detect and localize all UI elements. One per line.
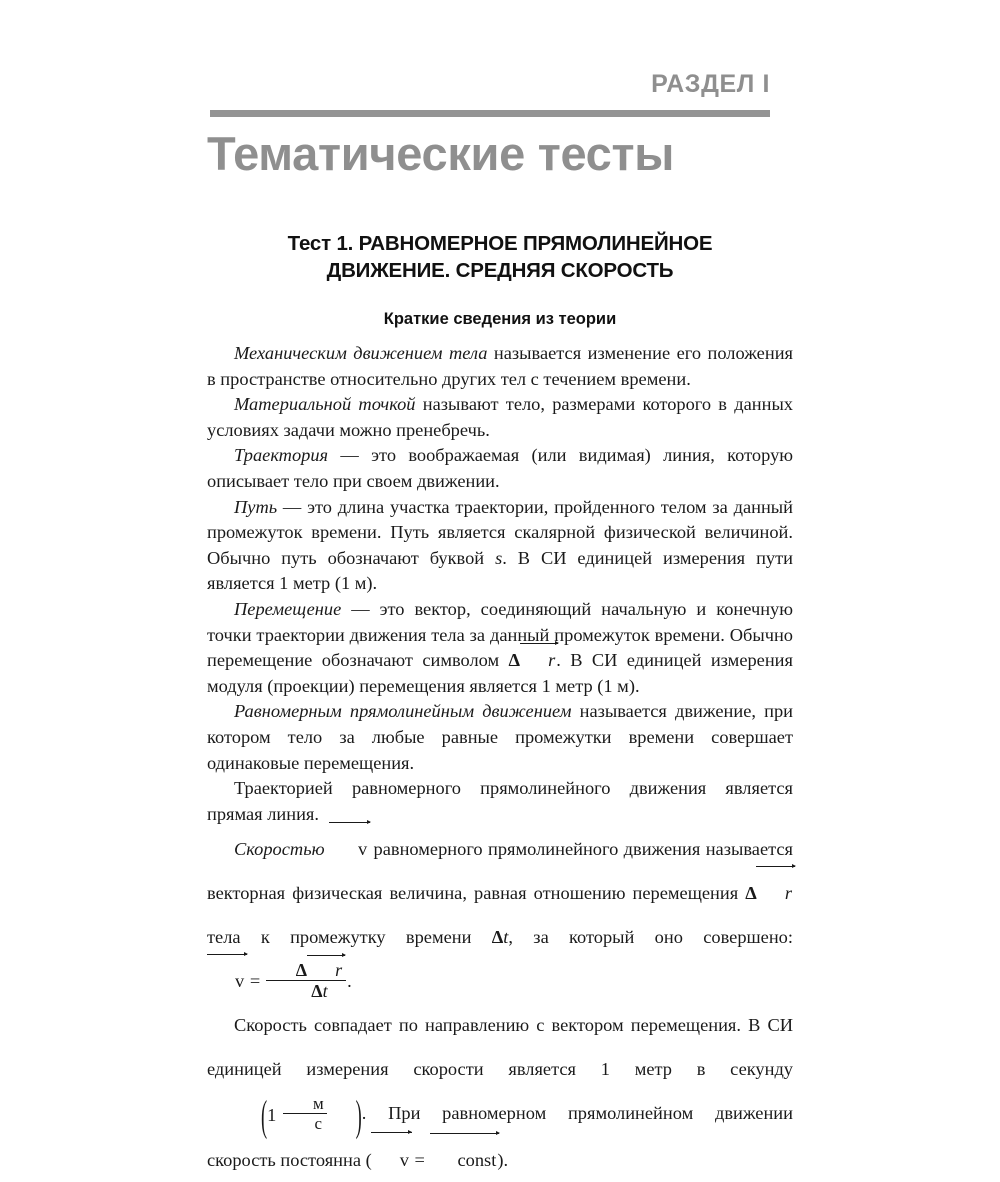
vector-r-glyph: r (520, 648, 556, 674)
paragraph-velocity-text-a: равномерного прямолинейного движения называется векторная физическая величина, равная отношению перемещения (207, 839, 793, 904)
test-heading-line-1: Тест 1. РАВНОМЕРНОЕ ПРЯМОЛИНЕЙНОЕ (287, 232, 713, 255)
paragraph-velocity-definition (207, 827, 793, 1003)
term-material-point: Материальной точкой (234, 394, 416, 415)
paragraph-velocity-units (207, 1003, 793, 1181)
paragraph-path-text-b: . В СИ единицей измерения пути является 1 метр (1 м). (207, 547, 793, 594)
formula-fraction (266, 961, 346, 1001)
unit-denominator: с (283, 1113, 327, 1133)
symbol-path-s: s (495, 547, 503, 568)
formula-vector-v: v (207, 959, 245, 1003)
paragraph-path (207, 495, 793, 597)
formula-velocity (207, 959, 352, 1001)
paragraph-velocity-text-b: тела к промежутку времени (207, 927, 492, 948)
paragraph-material-point (207, 392, 793, 443)
paren-open: ( (261, 1092, 268, 1140)
term-path: Путь (234, 496, 278, 517)
page-title: Тематические тесты (207, 127, 675, 180)
paragraph-path-text-a: — это длина участка траектории, пройденного телом за данный промежуток времени. Путь является скалярной физической величиной. Обычно путь обозначают буквой (207, 496, 793, 568)
paragraph-straight-line (207, 776, 793, 827)
section-label: РАЗДЕЛ I (651, 70, 770, 98)
term-trajectory: Траектория (234, 445, 329, 466)
unit-value: 1 (267, 1104, 277, 1125)
symbol-delta-r-2 (745, 883, 793, 903)
paragraph-straight-line-text: Траекторией равномерного прямолинейного движения является прямая линия. (207, 778, 793, 824)
symbol-delta-r (509, 650, 557, 670)
delta-glyph-3: Δ (491, 927, 504, 948)
numerator-delta: Δ (295, 959, 308, 980)
paragraph-units-text-b: . При равномерном прямолинейном движении скорость постоянна ( (207, 1103, 793, 1170)
denominator-t: t (322, 980, 328, 1001)
formula-denominator (266, 980, 346, 1001)
numerator-vector-r: r (307, 961, 343, 980)
unit-fraction (283, 1095, 327, 1133)
term-mechanical-motion: Механическим движением тела (234, 343, 488, 363)
section-running-head (210, 72, 770, 97)
paragraph-mechanical-motion (207, 341, 793, 392)
unit-numerator: м (312, 1094, 324, 1114)
paragraph-mechanical-motion-text: называется изменение его положения в пространстве относительно других тел с течением времени. (207, 343, 793, 389)
const-equals: = (409, 1149, 430, 1170)
body-text (207, 341, 793, 1182)
symbol-t: t (503, 927, 509, 948)
paragraph-material-point-text: называют тело, размерами которого в данных условиях задачи можно пренебречь. (207, 394, 793, 440)
paragraph-trajectory (207, 443, 793, 494)
vector-v-glyph: v (330, 827, 368, 871)
term-velocity: Скоростью (234, 839, 325, 860)
paragraph-uniform-motion-text: называется движение, при котором тело за любые равные промежутки времени совершает одинаковые перемещения. (207, 701, 793, 773)
paragraph-displacement-text-b: . В СИ единицей измерения модуля (проекции) перемещения является 1 метр (1 м). (207, 650, 793, 696)
delta-glyph: Δ (508, 650, 521, 671)
paragraph-units-text-c: ). (497, 1149, 509, 1170)
paren-close: ) (355, 1092, 362, 1140)
term-uniform-rectilinear-motion: Равномерным прямолинейным движением (234, 701, 572, 722)
formula-equals: = (249, 971, 261, 992)
symbol-delta-t (492, 927, 509, 947)
delta-glyph-2: Δ (745, 883, 757, 904)
denominator-delta: Δ (311, 980, 323, 1001)
paragraph-uniform-motion (207, 699, 793, 776)
const-word: const (430, 1138, 498, 1182)
term-displacement: Перемещение (234, 598, 342, 619)
paragraph-trajectory-text: — это воображаемая (или видимая) линия, которую описывает тело при своем движении. (207, 445, 793, 491)
unit-expression (207, 1093, 362, 1138)
section-divider-rule (210, 110, 770, 117)
paragraph-units-text-a: Скорость совпадает по направлению с вектором перемещения. В СИ единицей измерения скорости является 1 метр в секунду (207, 1015, 793, 1080)
formula-numerator (266, 961, 346, 980)
test-heading (207, 230, 793, 284)
paragraph-displacement (207, 597, 793, 699)
formula-period: . (347, 971, 352, 992)
test-heading-line-2: ДВИЖЕНИЕ. СРЕДНЯЯ СКОРОСТЬ (326, 259, 674, 283)
formula-velocity-const (372, 1150, 498, 1170)
vector-r-glyph-2: r (757, 871, 793, 915)
const-vector-v: v (372, 1138, 410, 1182)
paragraph-velocity-text-c: , за который оно совершено: (508, 927, 793, 948)
paragraph-displacement-text-a: — это вектор, соединяющий начальную и конечную точки траектории движения тела за данный промежуток времени. Обычно перемещение обозначают символом (207, 598, 793, 671)
theory-subheading: Краткие сведения из теории (383, 310, 617, 328)
